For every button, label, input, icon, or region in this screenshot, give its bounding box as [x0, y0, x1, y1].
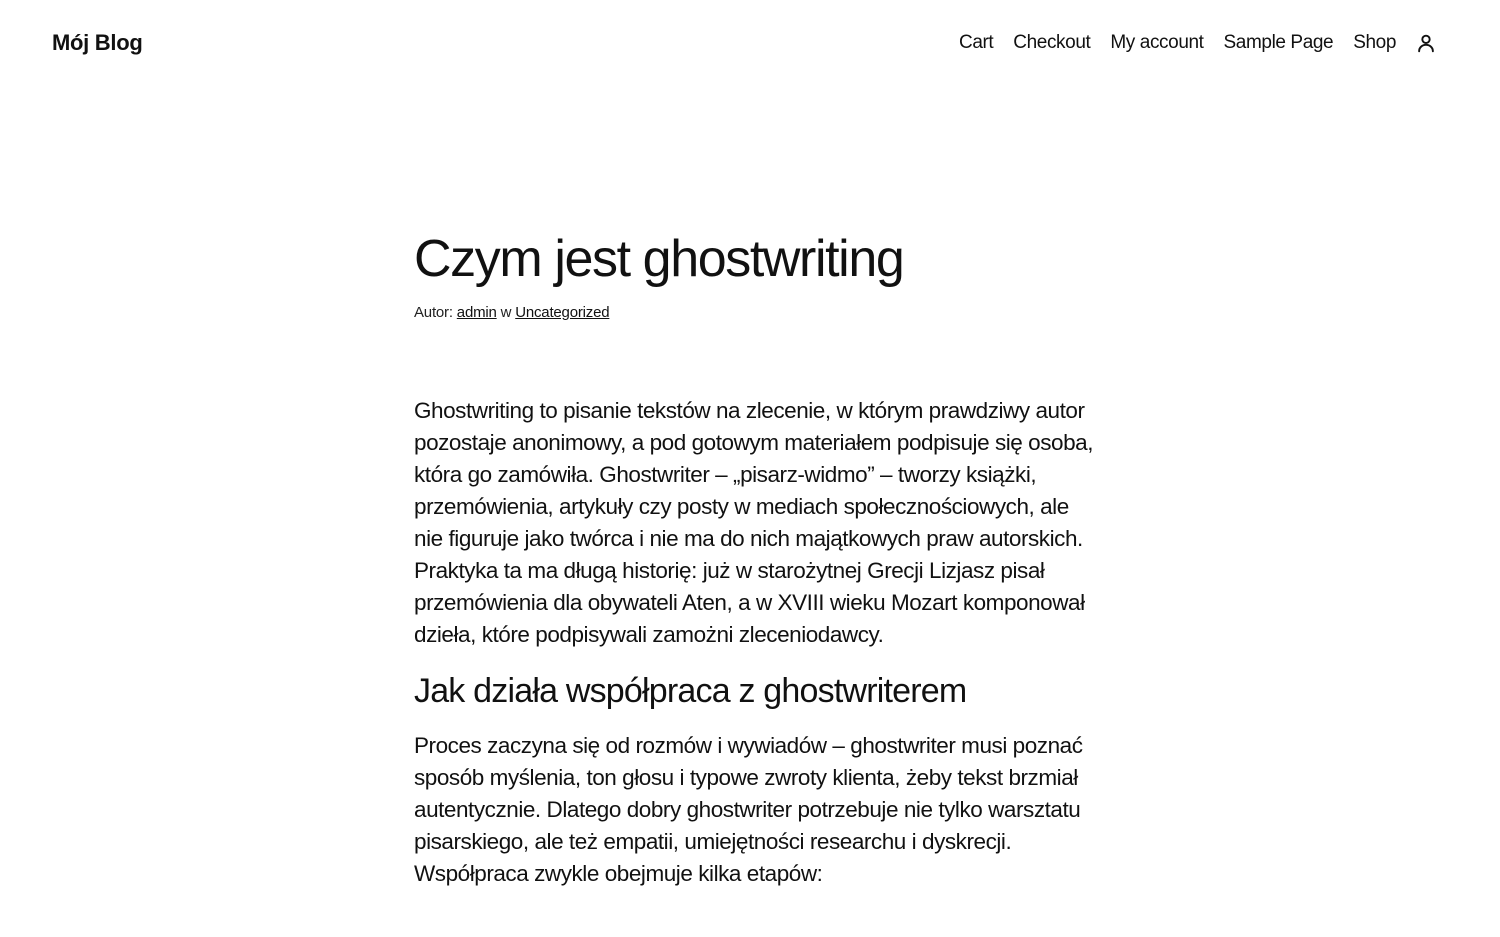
site-title[interactable]: Mój Blog [52, 30, 143, 55]
user-icon[interactable] [1414, 31, 1438, 55]
nav-item-checkout[interactable]: Checkout [1013, 32, 1091, 53]
author-link[interactable]: admin [456, 304, 497, 322]
nav-item-my-account[interactable]: My account [1110, 32, 1204, 53]
post-title: Czym jest ghostwriting [414, 230, 904, 288]
category-prefix: w [500, 304, 512, 322]
post-paragraph: Proces zaczyna się od rozmów i wywiadów – ghostwriter musi poznać sposób myślenia, ton głosu i typowe zwroty klienta, żeby tekst brzmiał autentycznie. Dlatego dobry ghostwriter potrzebuje nie tylko warsztatu pisarskiego, ale też empatii, umiejętności researchu i dyskrecji. Współpraca zwykle obejmuje kilka etapów: [414, 733, 1083, 887]
post-meta [414, 304, 1094, 321]
category-link[interactable]: Uncategorized [515, 304, 610, 322]
post-paragraph: Ghostwriting to pisanie tekstów na zlecenie, w którym prawdziwy autor pozostaje anonimowy, a pod gotowym materiałem podpisuje się osoba, która go zamówiła. Ghostwriter – „pisarz-widmo” – tworzy książki, przemówienia, artykuły czy posty w mediach społecznościowych, ale nie figuruje jako twórca i nie ma do nich majątkowych praw autorskich. Praktyka ta ma długą historię: już w starożytnej Grecji Lizjasz pisał przemówienia dla obywateli Aten, a w XVIII wieku Mozart komponował dzieła, które podpisywali zamożni zleceniodawcy. [414, 398, 1094, 648]
author-prefix: Autor: [414, 304, 453, 322]
post-subheading: Jak działa współpraca z ghostwriterem [414, 672, 967, 711]
main-nav [959, 31, 1438, 55]
nav-item-cart[interactable]: Cart [959, 32, 994, 53]
post-content [414, 228, 1094, 890]
nav-item-shop[interactable]: Shop [1353, 32, 1396, 53]
site-header [0, 0, 1500, 90]
nav-item-sample-page[interactable]: Sample Page [1223, 32, 1334, 53]
